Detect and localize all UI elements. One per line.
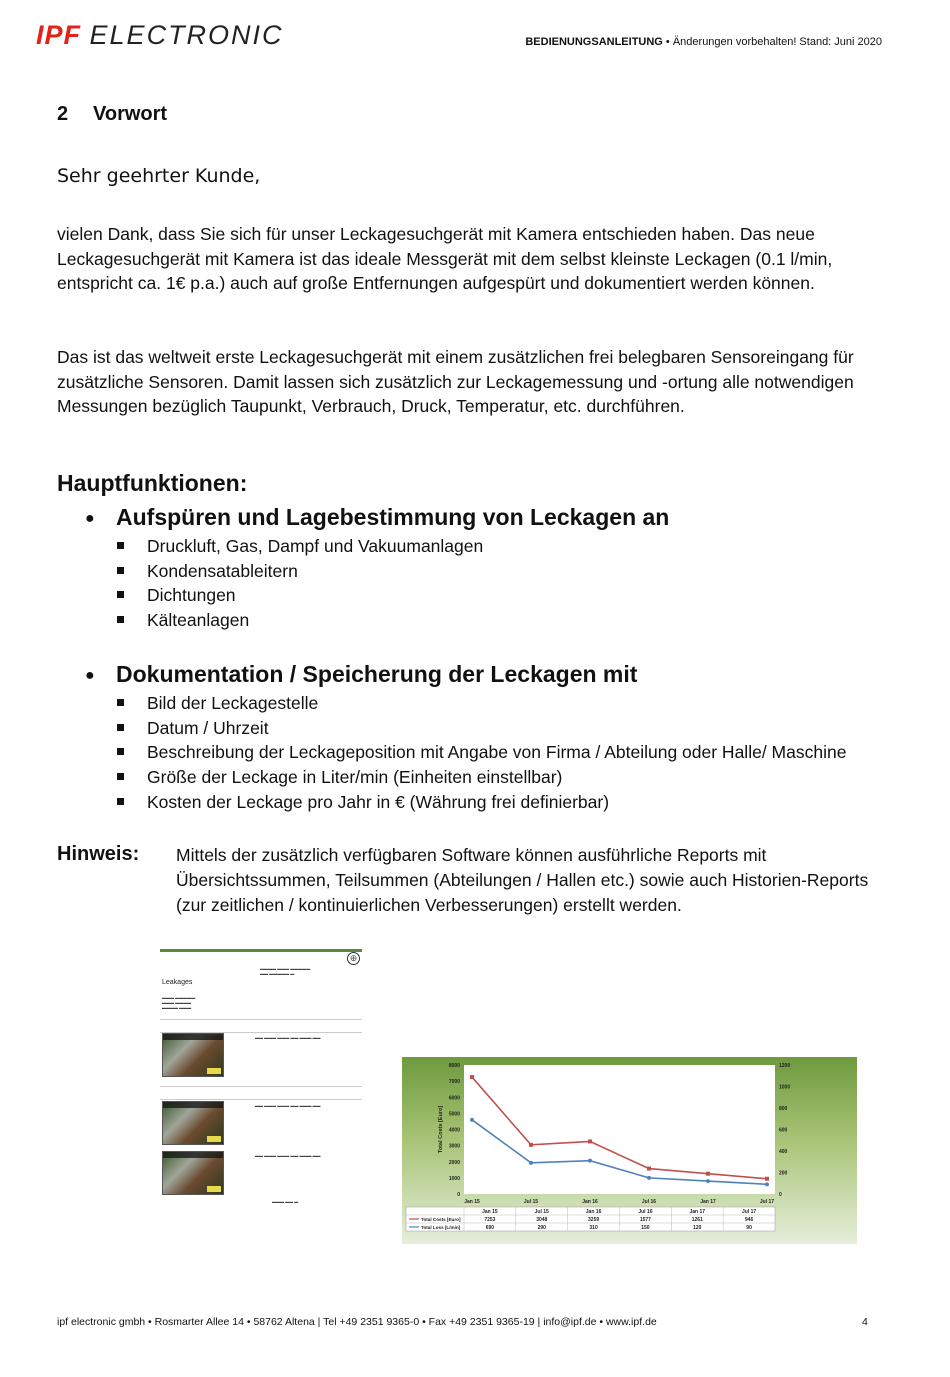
data-point [706,1172,710,1176]
function-group-2 [85,661,637,688]
list-item-text: Beschreibung der Leckageposition mit Angabe von Firma / Abteilung oder Halle/ Maschine [147,742,847,763]
y2-tick-label: 1200 [779,1063,791,1069]
square-bullet-icon [117,724,124,731]
y-tick-label: 2000 [448,1159,460,1166]
y2-tick-label: 800 [779,1106,788,1112]
y-tick-label: 5000 [448,1111,460,1118]
function-group-2-list [117,691,846,815]
company-logo [36,20,284,51]
list-item-text: Bild der Leckagestelle [147,693,319,713]
header-info [525,36,882,48]
bullet-dot-icon: ● [85,509,95,527]
table-value-cell: 310 [589,1225,598,1231]
data-point [529,1161,533,1165]
costs-loss-chart [402,1057,857,1244]
data-point [765,1182,769,1186]
list-item [117,765,846,790]
paragraph-sensor: Das ist das weltweit erste Leckagesuchgerät mit einem zusätzlichen frei belegbaren Sensoreingang für zusätzliche Sensoren. Damit lassen sich zusätzlich zur Leckagemessung und -ortung alle notwendigen Messungen bezüglich Taupunkt, Verbrauch, Druck, Temperatur, etc. durchführen. [57,347,854,416]
data-point [647,1167,651,1171]
report-submeta: ▬▬▬ ▬▬▬▬▬ ▬▬▬ ▬▬▬▬ ▬▬▬▬ ▬▬▬ [162,995,196,1010]
square-bullet-icon [117,616,124,623]
square-bullet-icon [117,699,124,706]
table-value-cell: 3048 [536,1217,548,1223]
list-item [117,559,483,584]
report-row: ▬▬ ▬▬▬ ▬▬▬ ▬▬ ▬▬▬ ▬▬ [255,1153,321,1158]
globe-icon: ⊕ [347,952,360,965]
list-item [117,740,846,765]
x-tick-label: Jan 17 [700,1199,716,1205]
y-axis-label: Total Costs [Euro] [438,1105,444,1154]
report-table-header [160,1086,362,1100]
report-thumbnail [160,949,362,1214]
data-point [529,1143,533,1147]
note-text: Mittels der zusätzlich verfügbaren Software können ausführliche Reports mit Übersichtssummen, Teilsummen (Abteilungen / Hallen etc.) sowie auch Historien-Reports (zur zeitlichen / kontinuierlichen Verbesserungen) erstellt werden. [176,845,869,915]
list-item-text: Kälteanlagen [147,610,250,631]
x-tick-label: Jan 15 [464,1199,480,1205]
table-value-cell: 290 [537,1225,546,1231]
y-tick-label: 8000 [448,1063,460,1069]
table-value-cell: 690 [485,1225,495,1231]
y-tick-label: 4000 [448,1127,460,1134]
table-header-cell: Jan 16 [585,1209,602,1215]
logo-ipf: IPF [36,20,82,50]
logo-electronic: ELECTRONIC [89,20,284,50]
list-item [117,790,846,815]
list-item-text: Größe der Leckage in Liter/min (Einheiten einstellbar) [147,767,563,788]
table-header-cell: Jul 17 [741,1209,757,1215]
page-number: 4 [862,1316,868,1328]
table-header-cell: Jan 17 [689,1209,706,1215]
section-title-text: Vorwort [93,103,168,125]
function-group-1-list [117,534,483,633]
table-value-cell: 1577 [639,1217,651,1223]
footer-text: ipf electronic gmbh • Rosmarter Allee 14 • 58762 Altena | Tel +49 2351 9365-0 • Fax +49 2351 9365-19 | info@ipf.de • www.ipf.de [57,1316,657,1328]
report-row: ▬▬ ▬▬▬ ▬▬▬ ▬▬ ▬▬▬ ▬▬ [255,1103,321,1108]
report-meta: ▬▬▬▬ ▬▬▬ ▬▬▬▬▬ ▬▬ ▬▬▬▬▬ ▬ [260,966,311,976]
bullet-dot-icon: ● [85,666,95,684]
list-item-text: Kondensatableitern [147,560,298,581]
table-value-cell: 7253 [484,1217,496,1223]
main-functions-heading: Hauptfunktionen: [57,470,248,496]
y2-tick-label: 1000 [779,1084,791,1091]
y-tick-label: 7000 [448,1079,460,1086]
table-value-cell: 150 [641,1225,650,1231]
chart-svg [402,1057,857,1244]
list-item [117,608,483,633]
legend-label: Total Costs [Euro] [421,1217,461,1222]
section-number: 2 [57,103,69,125]
list-item-text: Datum / Uhrzeit [147,717,269,738]
section-title [57,103,167,126]
y2-tick-label: 0 [779,1192,782,1198]
y-tick-label: 0 [457,1192,460,1198]
function-group-title: Dokumentation / Speicherung der Leckagen mit [116,661,638,687]
square-bullet-icon [117,591,124,598]
table-value-cell: 120 [693,1225,702,1231]
report-table-header [160,1019,362,1033]
y-tick-label: 1000 [448,1175,460,1182]
table-value-cell: 90 [746,1225,752,1231]
x-tick-label: Jul 16 [641,1199,657,1205]
x-tick-label: Jul 15 [523,1199,539,1205]
table-value-cell: 946 [744,1217,754,1223]
list-item-text: Dichtungen [147,585,236,606]
legend-label: Total Loss [L/min] [421,1225,461,1230]
table-header-cell: Jul 16 [638,1209,653,1215]
y2-tick-label: 200 [779,1170,788,1177]
report-title: Leakages [162,979,193,986]
data-point [765,1177,769,1181]
list-item-text: Druckluft, Gas, Dampf und Vakuumanlagen [147,536,484,556]
greeting: Sehr geehrter Kunde, [57,165,261,187]
report-row: ▬▬▬ ▬▬ ▬ [272,1199,299,1204]
doc-type: BEDIENUNGSANLEITUNG [525,36,663,48]
list-item [117,716,846,741]
square-bullet-icon [117,567,124,574]
x-tick-label: Jul 17 [759,1199,775,1205]
leak-photo [162,1033,224,1077]
square-bullet-icon [117,542,124,549]
square-bullet-icon [117,798,124,805]
data-point [647,1176,651,1180]
data-point [470,1118,474,1122]
y2-tick-label: 400 [779,1149,788,1155]
leak-photo [162,1101,224,1145]
report-top-bar [160,949,362,952]
square-bullet-icon [117,748,124,755]
table-value-cell: 3259 [588,1217,600,1223]
function-group-title: Aufspüren und Lagebestimmung von Leckagen an [116,504,670,530]
y2-tick-label: 600 [779,1127,788,1134]
list-item [117,691,846,716]
data-point [588,1159,592,1163]
paragraph-intro: vielen Dank, dass Sie sich für unser Leckagesuchgerät mit Kamera entschieden haben. Das neue Leckagesuchgerät mit Kamera ist das ideale Messgerät mit dem selbst kleinste Leckagen (0.1 l/min, entspricht ca. 1€ p.a.) auch auf große Entfernungen aufgespürt und dokumentiert werden können. [57,224,833,293]
data-point [706,1179,710,1183]
table-value-cell: 1261 [691,1217,703,1223]
function-group-1 [85,504,669,531]
report-row: ▬▬ ▬▬▬ ▬▬▬ ▬▬ ▬▬▬ ▬▬ [255,1035,321,1040]
list-item-text: Kosten der Leckage pro Jahr in € (Währung frei definierbar) [147,791,610,812]
list-item [117,534,483,559]
data-point [470,1075,474,1079]
y-tick-label: 6000 [448,1095,460,1102]
leak-photo [162,1151,224,1195]
data-point [588,1139,592,1143]
doc-status: • Änderungen vorbehalten! Stand: Juni 2020 [662,36,882,48]
square-bullet-icon [117,773,124,780]
table-header-cell: Jan 15 [482,1209,498,1215]
x-tick-label: Jan 16 [582,1199,598,1205]
table-header-cell: Jul 15 [534,1209,549,1215]
note-label: Hinweis: [57,843,140,865]
list-item [117,583,483,608]
y-tick-label: 3000 [448,1143,460,1150]
